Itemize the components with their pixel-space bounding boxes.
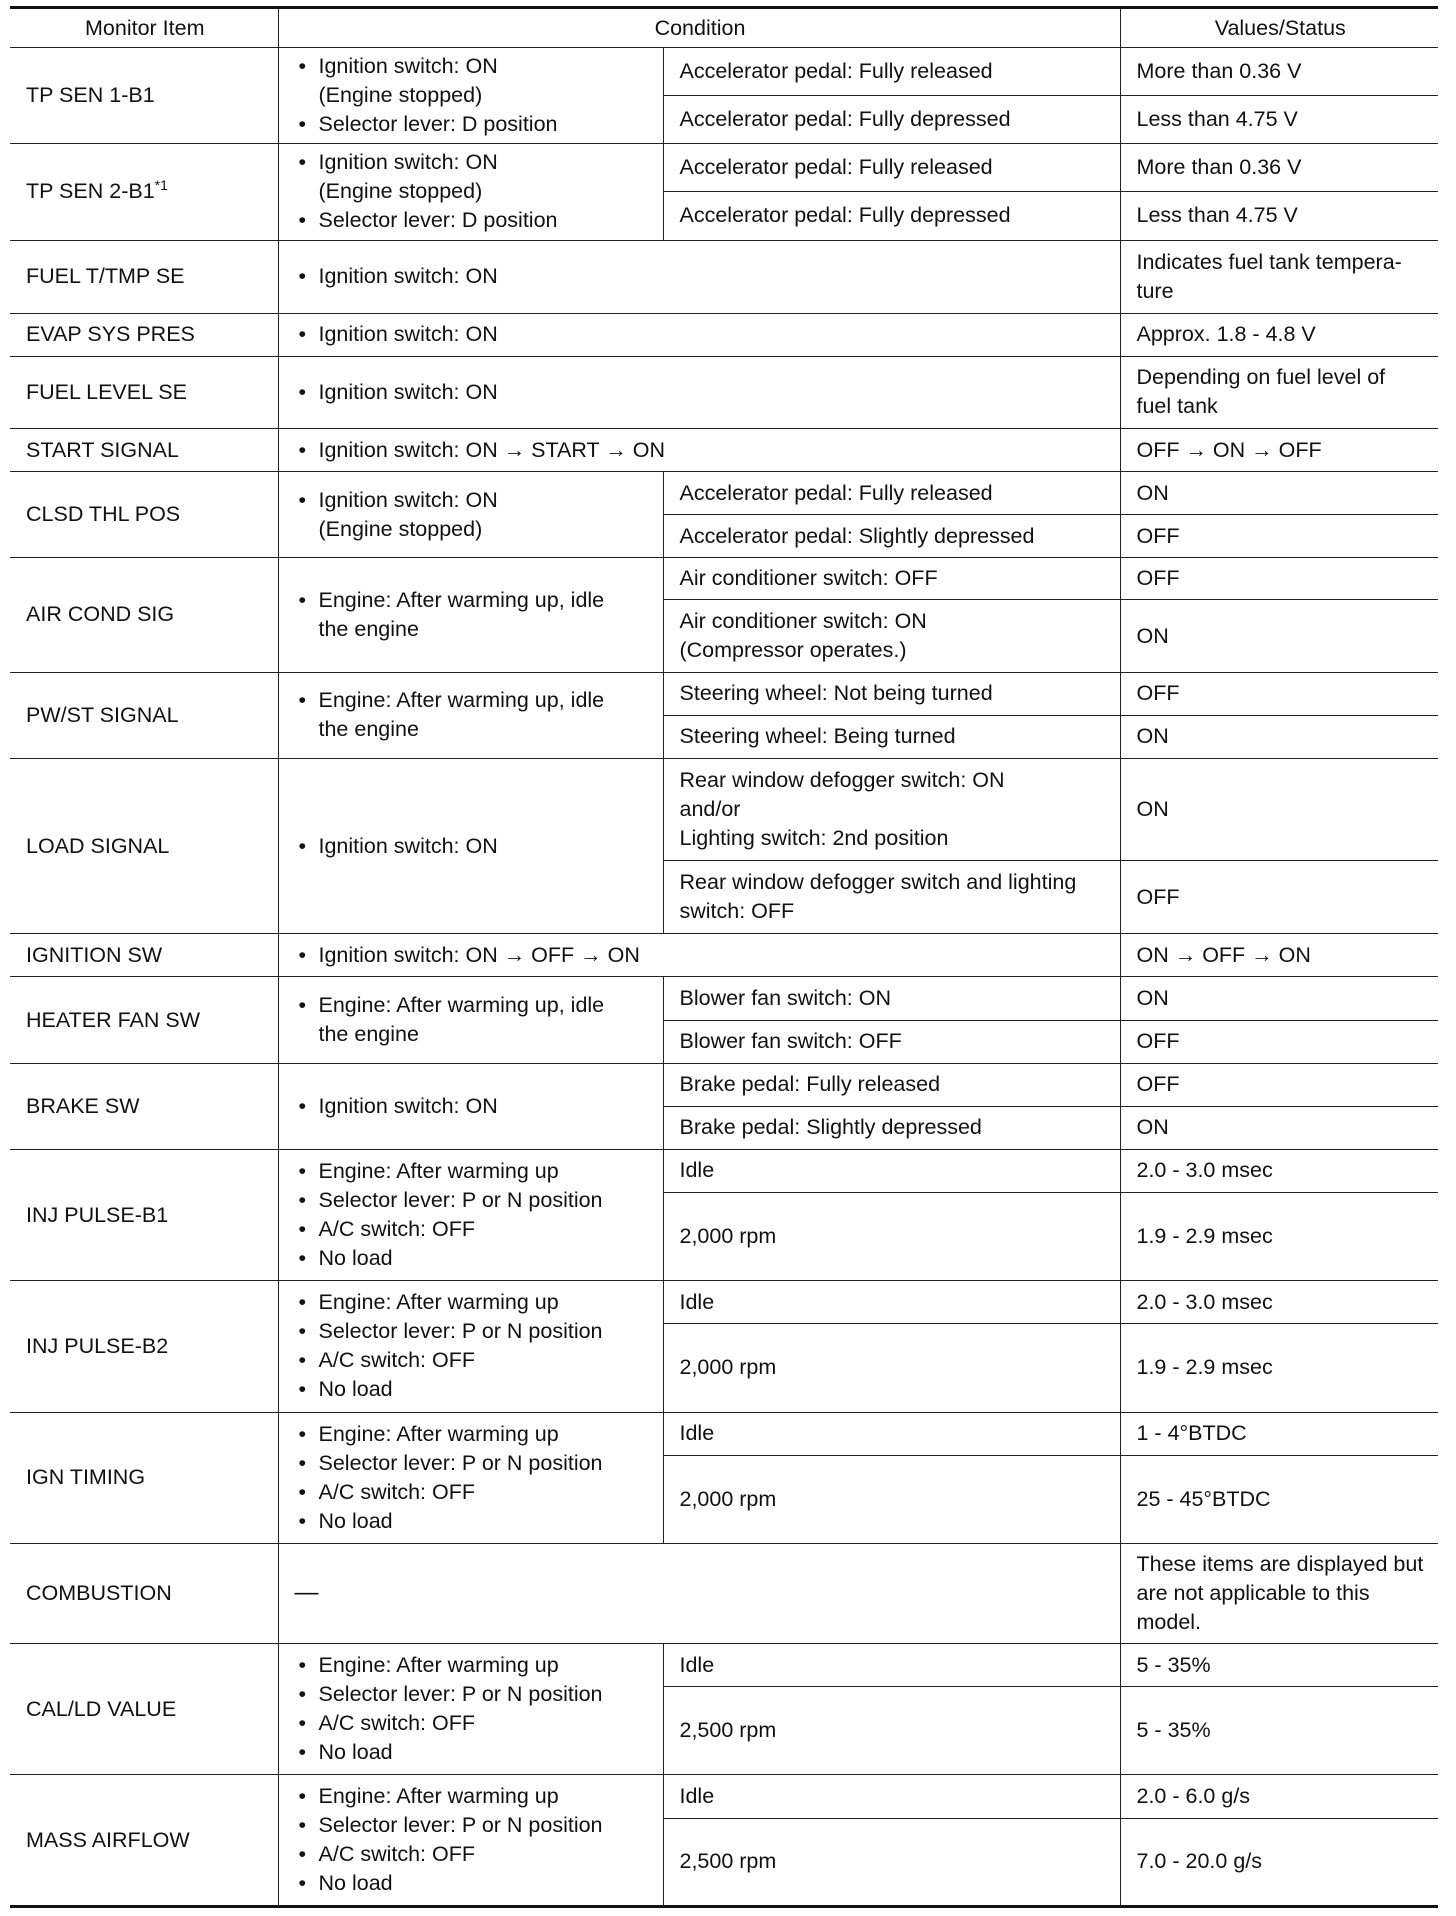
value: 7.0 - 20.0 g/s (1120, 1818, 1438, 1906)
value: OFF (1120, 1063, 1438, 1106)
value: ON (1120, 715, 1438, 758)
table-row (10, 313, 1438, 356)
value: OFF (1120, 558, 1438, 600)
table-row (10, 144, 1438, 192)
sub-condition: Idle (663, 1644, 1120, 1687)
condition-line: the engine (318, 616, 419, 641)
condition: • Engine: After warming up • Selector lever: P or N position • A/C switch: OFF • No load (278, 1775, 663, 1907)
value: Indicates fuel tank tempera-ture (1120, 240, 1438, 313)
value: ON (1120, 758, 1438, 860)
condition: • Ignition switch: ON (278, 240, 1120, 313)
sub-condition: Steering wheel: Being turned (663, 715, 1120, 758)
value: ON (1120, 600, 1438, 672)
condition: • Ignition switch: ON (278, 758, 663, 933)
monitor-item: AIR COND SIG (10, 558, 278, 672)
sub-condition: 2,500 rpm (663, 1687, 1120, 1775)
value: 2.0 - 3.0 msec (1120, 1281, 1438, 1324)
table-row (10, 758, 1438, 860)
condition (278, 977, 663, 1063)
value: These items are displayed but are not applicable to this model. (1120, 1543, 1438, 1643)
header-condition: Condition (278, 8, 1120, 48)
value: Approx. 1.8 - 4.8 V (1120, 313, 1438, 356)
monitor-item: IGN TIMING (10, 1412, 278, 1543)
value: 1 - 4°BTDC (1120, 1412, 1438, 1455)
condition: • Ignition switch: ON → START → ON (278, 428, 1120, 471)
condition: • Ignition switch: ON → OFF → ON (278, 934, 1120, 977)
condition (278, 144, 663, 240)
monitor-item: CAL/LD VALUE (10, 1644, 278, 1775)
value: 1.9 - 2.9 msec (1120, 1192, 1438, 1280)
table-row (10, 356, 1438, 428)
value: ON → OFF → ON (1120, 934, 1438, 977)
table-row (10, 934, 1438, 977)
table-row (10, 472, 1438, 515)
value: Depending on fuel level of fuel tank (1120, 356, 1438, 428)
value: OFF (1120, 861, 1438, 934)
monitor-item: IGNITION SW (10, 934, 278, 977)
monitor-item: TP SEN 1-B1 (10, 48, 278, 144)
table-row (10, 1063, 1438, 1106)
monitor-item: HEATER FAN SW (10, 977, 278, 1063)
condition-line: • Engine: After warming up, idle (295, 686, 649, 715)
value: 2.0 - 3.0 msec (1120, 1149, 1438, 1192)
value: OFF (1120, 672, 1438, 715)
value: ON (1120, 977, 1438, 1020)
condition: • Engine: After warming up • Selector lever: P or N position • A/C switch: OFF • No load (278, 1412, 663, 1543)
condition (278, 472, 663, 558)
sub-condition: Idle (663, 1775, 1120, 1818)
sub-condition: Accelerator pedal: Fully released (663, 144, 1120, 192)
condition: • Ignition switch: ON (278, 356, 1120, 428)
table-row (10, 1281, 1438, 1324)
monitor-item: TP SEN 2-B1$^{*1}$ (10, 144, 278, 240)
value: More than 0.36 V (1120, 48, 1438, 96)
monitor-item: INJ PULSE-B2 (10, 1281, 278, 1412)
condition (278, 558, 663, 672)
monitor-item: LOAD SIGNAL (10, 758, 278, 933)
monitor-item: FUEL LEVEL SE (10, 356, 278, 428)
value: 1.9 - 2.9 msec (1120, 1324, 1438, 1412)
sub-condition: Brake pedal: Slightly depressed (663, 1106, 1120, 1149)
value: More than 0.36 V (1120, 144, 1438, 192)
sub-condition: Air conditioner switch: ON (Compressor operates.) (663, 600, 1120, 672)
sub-condition: Idle (663, 1412, 1120, 1455)
condition (278, 672, 663, 758)
table-row (10, 977, 1438, 1020)
value: OFF (1120, 1020, 1438, 1063)
condition (278, 48, 663, 144)
condition-line: • Selector lever: D position (295, 110, 649, 139)
sub-condition: Accelerator pedal: Slightly depressed (663, 515, 1120, 558)
monitor-item: COMBUSTION (10, 1543, 278, 1643)
monitor-item: CLSD THL POS (10, 472, 278, 558)
condition: — (278, 1543, 1120, 1643)
condition: • Ignition switch: ON (278, 1063, 663, 1149)
condition-line: • Engine: After warming up, idle (295, 586, 649, 615)
sub-condition: Brake pedal: Fully released (663, 1063, 1120, 1106)
sub-condition: 2,500 rpm (663, 1818, 1120, 1906)
sub-condition: Accelerator pedal: Fully depressed (663, 95, 1120, 144)
condition-line: (Engine stopped) (318, 516, 483, 541)
monitor-item: EVAP SYS PRES (10, 313, 278, 356)
condition-line: • Engine: After warming up, idle (295, 991, 649, 1020)
condition-line: • Ignition switch: ON (295, 52, 649, 81)
condition-line: (Engine stopped) (318, 83, 483, 108)
value: Less than 4.75 V (1120, 95, 1438, 144)
table-row (10, 428, 1438, 471)
condition: • Engine: After warming up • Selector lever: P or N position • A/C switch: OFF • No load (278, 1149, 663, 1280)
condition: • Ignition switch: ON (278, 313, 1120, 356)
condition-line: • Selector lever: D position (295, 206, 649, 235)
table-row (10, 48, 1438, 96)
value: ON (1120, 1106, 1438, 1149)
value: 25 - 45°BTDC (1120, 1455, 1438, 1543)
monitor-item: INJ PULSE-B1 (10, 1149, 278, 1280)
table-row (10, 1149, 1438, 1192)
sub-condition: Accelerator pedal: Fully released (663, 472, 1120, 515)
sub-condition: Steering wheel: Not being turned (663, 672, 1120, 715)
sub-condition: Rear window defogger switch and lighting switch: OFF (663, 861, 1120, 934)
sub-condition: 2,000 rpm (663, 1455, 1120, 1543)
table-row (10, 240, 1438, 313)
header-row (10, 8, 1438, 48)
table-row (10, 1412, 1438, 1455)
header-monitor-item: Monitor Item (10, 8, 278, 48)
sub-condition: Air conditioner switch: OFF (663, 558, 1120, 600)
sub-condition: 2,000 rpm (663, 1192, 1120, 1280)
table-row (10, 558, 1438, 600)
table-row (10, 1543, 1438, 1643)
value: ON (1120, 472, 1438, 515)
value: OFF → ON → OFF (1120, 428, 1438, 471)
monitor-item: PW/ST SIGNAL (10, 672, 278, 758)
condition: • Engine: After warming up • Selector lever: P or N position • A/C switch: OFF • No load (278, 1644, 663, 1775)
sub-condition: Accelerator pedal: Fully released (663, 48, 1120, 96)
condition-line: (Engine stopped) (318, 179, 483, 204)
monitor-item: BRAKE SW (10, 1063, 278, 1149)
condition-line: the engine (318, 1022, 419, 1046)
sub-condition: Rear window defogger switch: ON and/or Lighting switch: 2nd position (663, 758, 1120, 860)
table-row (10, 1644, 1438, 1687)
sub-condition: Idle (663, 1281, 1120, 1324)
value: 2.0 - 6.0 g/s (1120, 1775, 1438, 1818)
sub-condition: 2,000 rpm (663, 1324, 1120, 1412)
condition-line: • Ignition switch: ON (295, 148, 649, 177)
condition-line: • Ignition switch: ON (295, 486, 649, 515)
monitor-item: MASS AIRFLOW (10, 1775, 278, 1907)
condition: • Engine: After warming up • Selector lever: P or N position • A/C switch: OFF • No load (278, 1281, 663, 1412)
sub-condition: Blower fan switch: OFF (663, 1020, 1120, 1063)
monitor-table (10, 6, 1438, 1908)
header-values-status: Values/Status (1120, 8, 1438, 48)
condition-line: the engine (318, 717, 419, 742)
value: 5 - 35% (1120, 1687, 1438, 1775)
sub-condition: Idle (663, 1149, 1120, 1192)
sub-condition: Accelerator pedal: Fully depressed (663, 191, 1120, 240)
monitor-item: FUEL T/TMP SE (10, 240, 278, 313)
value: Less than 4.75 V (1120, 191, 1438, 240)
monitor-item: START SIGNAL (10, 428, 278, 471)
value: 5 - 35% (1120, 1644, 1438, 1687)
value: OFF (1120, 515, 1438, 558)
sub-condition: Blower fan switch: ON (663, 977, 1120, 1020)
table-row (10, 1775, 1438, 1818)
table-row (10, 672, 1438, 715)
